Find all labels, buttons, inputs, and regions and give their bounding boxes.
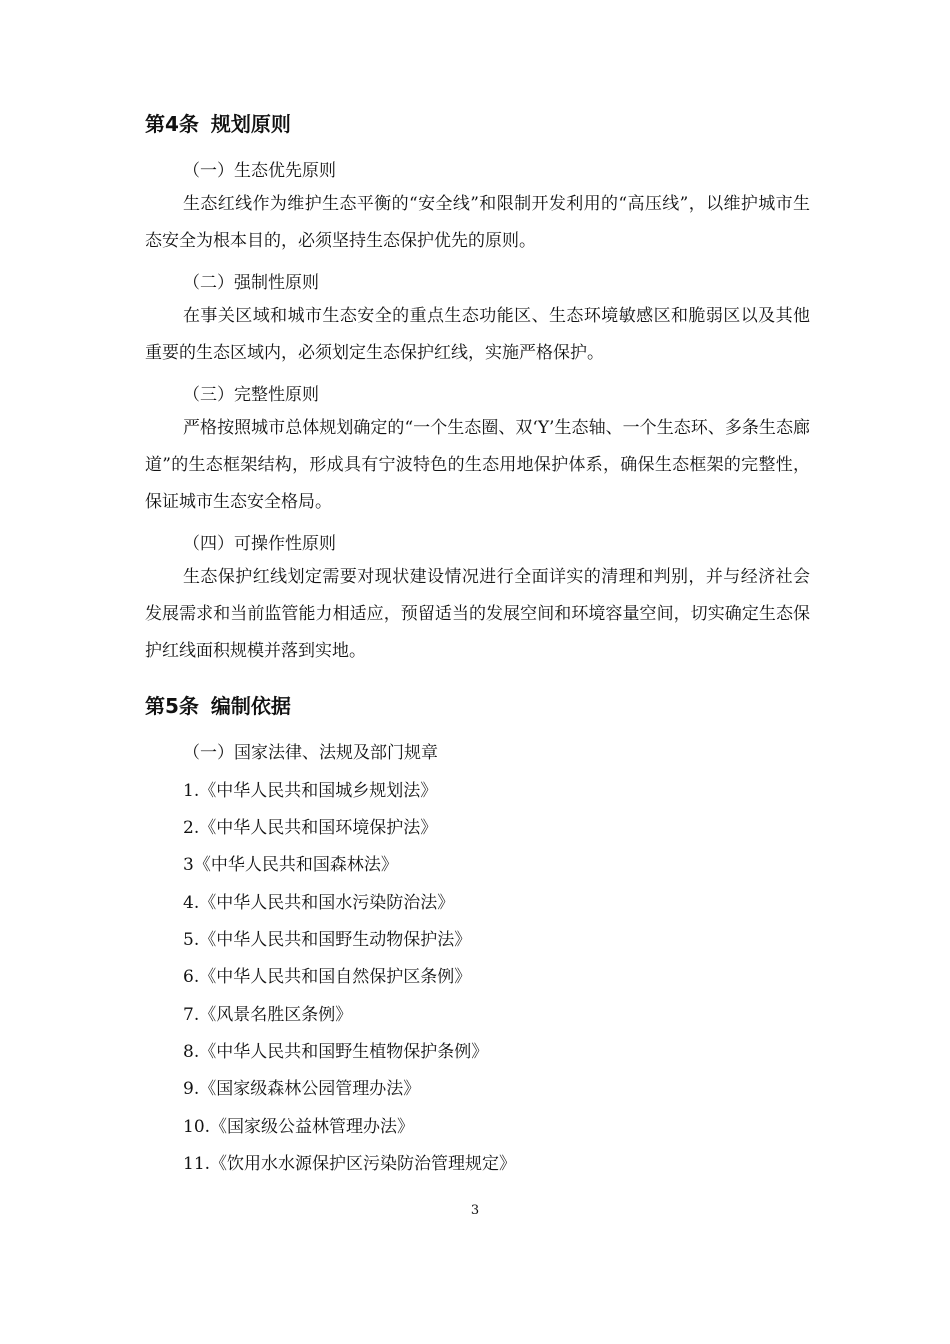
page-number: 3: [470, 1203, 480, 1218]
section-5-number: 第5条: [145, 694, 199, 718]
section-5-title: 编制依据: [210, 694, 291, 718]
section-4-number: 第4条: [145, 112, 199, 136]
principle-4-text: 生态保护红线划定需要对现状建设情况进行全面详实的清理和判别，并与经济社会发展需求和当前监管能力相适应，预留适当的发展空间和环境容量空间，切实确定生态保护红线面积规模并落到实地。: [145, 567, 810, 661]
basis-item: 5.《中华人民共和国野生动物保护法》: [183, 930, 472, 950]
principle-1-subtitle: （一）生态优先原则: [183, 161, 336, 181]
basis-item: 10.《国家级公益林管理办法》: [183, 1117, 415, 1137]
basis-item: 4.《中华人民共和国水污染防治法》: [183, 893, 455, 913]
basis-item: 8.《中华人民共和国野生植物保护条例》: [183, 1042, 489, 1062]
basis-item: 6.《中华人民共和国自然保护区条例》: [183, 967, 472, 987]
principle-3-text: 严格按照城市总体规划确定的“一个生态圈、双‘Y’生态轴、一个生态环、多条生态廊道”的生态框架结构，形成具有宁波特色的生态用地保护体系，确保生态框架的完整性，保证城市生态安全格局。: [145, 418, 810, 512]
section-5-heading: [145, 690, 291, 719]
principle-1-text: 生态红线作为维护生态平衡的“安全线”和限制开发利用的“高压线”，以维护城市生态安全为根本目的，必须坚持生态保护优先的原则。: [145, 194, 810, 251]
principle-3-subtitle: （三）完整性原则: [183, 385, 319, 405]
basis-item: 3《中华人民共和国森林法》: [183, 855, 398, 875]
basis-item: 7.《风景名胜区条例》: [183, 1005, 353, 1025]
principle-2-subtitle: （二）强制性原则: [183, 273, 319, 293]
principle-2-text: 在事关区域和城市生态安全的重点生态功能区、生态环境敏感区和脆弱区以及其他重要的生态区域内，必须划定生态保护红线，实施严格保护。: [145, 306, 810, 363]
basis-item: 1.《中华人民共和国城乡规划法》: [183, 781, 438, 801]
basis-subtitle: （一）国家法律、法规及部门规章: [183, 743, 438, 763]
section-4-title: 规划原则: [210, 112, 291, 136]
basis-item: 9.《国家级森林公园管理办法》: [183, 1079, 421, 1099]
basis-item: 2.《中华人民共和国环境保护法》: [183, 818, 438, 838]
section-4-heading: [145, 108, 291, 137]
principle-4-subtitle: （四）可操作性原则: [183, 534, 336, 554]
basis-item: 11.《饮用水水源保护区污染防治管理规定》: [183, 1154, 517, 1174]
